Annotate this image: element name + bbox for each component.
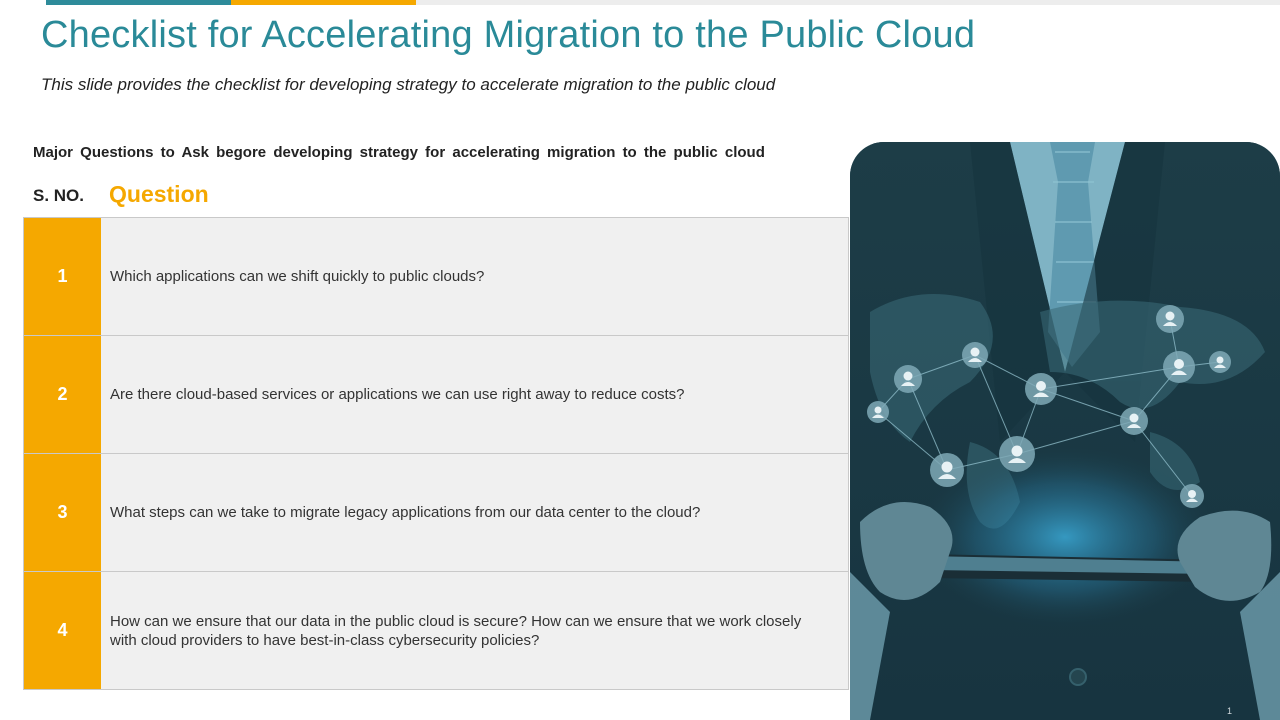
- accent-segment-teal: [46, 0, 231, 5]
- page-title: Checklist for Accelerating Migration to the Public Cloud: [41, 14, 976, 56]
- column-header-question: Question: [109, 181, 209, 207]
- accent-segment-orange: [231, 0, 416, 5]
- row-number: 2: [24, 336, 101, 453]
- page-number: 1: [1226, 706, 1232, 716]
- row-number: 4: [24, 572, 101, 689]
- row-number: 1: [24, 218, 101, 335]
- top-accent-bar: [46, 0, 1280, 5]
- checklist-table: [23, 217, 849, 690]
- section-heading: Major Questions to Ask begore developing strategy for accelerating migration to the public cloud: [33, 144, 765, 161]
- network-illustration: [850, 142, 1280, 720]
- page-subtitle: This slide provides the checklist for developing strategy to accelerate migration to the public cloud: [41, 75, 776, 94]
- question-text: How can we ensure that our data in the public cloud is secure? How can we ensure that we work closely with cloud providers to have best-in-class cybersecurity policies?: [101, 572, 848, 689]
- table-row: [24, 336, 848, 454]
- question-text: Are there cloud-based services or applications we can use right away to reduce costs?: [101, 336, 848, 453]
- row-number: 3: [24, 454, 101, 571]
- table-row: [24, 572, 848, 689]
- question-text: Which applications can we shift quickly to public clouds?: [101, 218, 848, 335]
- table-row: [24, 218, 848, 336]
- business-cloud-network-image: [850, 142, 1280, 720]
- column-header-sno: S. NO.: [33, 186, 85, 205]
- table-row: [24, 454, 848, 572]
- question-text: What steps can we take to migrate legacy applications from our data center to the cloud?: [101, 454, 848, 571]
